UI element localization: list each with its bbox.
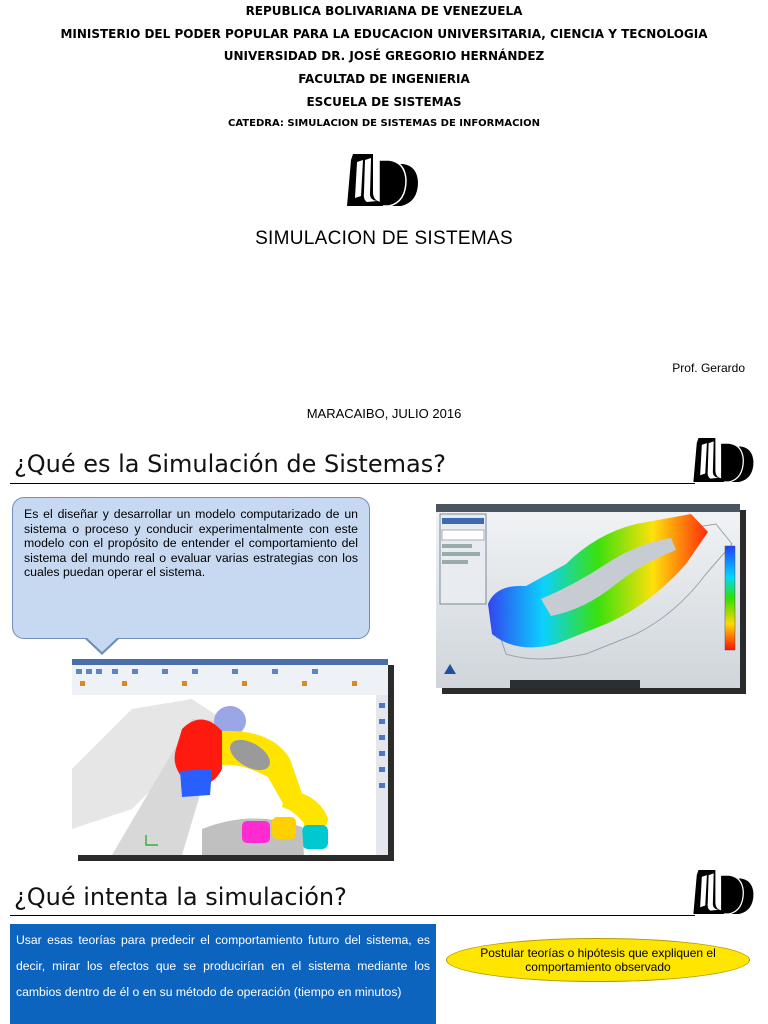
hypothesis-ellipse: [446, 938, 750, 982]
header-line-6: CATEDRA: SIMULACION DE SISTEMAS DE INFORMACION: [228, 118, 540, 129]
title-divider: [10, 915, 695, 916]
callout-tail: [86, 637, 118, 652]
header-line-4: FACULTAD DE INGENIERIA: [298, 72, 470, 86]
prediction-text: Usar esas teorías para predecir el comportamiento futuro del sistema, es decir, mirar los efectos que se producirían en el sistema mediante los cambios dentro de él o en su método de operación (tiempo en minutos): [16, 933, 430, 999]
fea-simulation-screenshot: [436, 504, 740, 688]
university-logo-icon: [690, 436, 756, 484]
definition-callout: [12, 497, 370, 639]
header-line-2: MINISTERIO DEL PODER POPULAR PARA LA EDUCACION UNIVERSITARIA, CIENCIA Y TECNOLOGIA: [60, 27, 708, 41]
slide-title: ¿Qué intenta la simulación?: [14, 883, 347, 911]
university-logo-icon: [690, 868, 756, 916]
slide-title: ¿Qué es la Simulación de Sistemas?: [14, 450, 446, 478]
hypothesis-text: Postular teorías o hipótesis que expliquen el comportamiento observado: [480, 946, 716, 974]
header-line-5: ESCUELA DE SISTEMAS: [306, 95, 462, 109]
prediction-text-box: [10, 924, 436, 1024]
header-line-3: UNIVERSIDAD DR. JOSÉ GREGORIO HERNÁNDEZ: [223, 49, 545, 63]
place-date: MARACAIBO, JULIO 2016: [306, 406, 462, 421]
university-logo-icon: [343, 152, 421, 208]
title-divider: [10, 483, 695, 484]
crash-dummy-simulation-screenshot: [72, 659, 388, 855]
document-title: SIMULACION DE SISTEMAS: [255, 228, 513, 249]
definition-text: Es el diseñar y desarrollar un modelo computarizado de un sistema o proceso y conducir experimentalmente con este modelo con el propósito de entender el comportamiento del sistema del mundo real o evaluar varias estrategias con los cuales puedan operar el sistema.: [24, 507, 358, 579]
professor-name: Prof. Gerardo: [672, 361, 745, 375]
header-line-1: REPUBLICA BOLIVARIANA DE VENEZUELA: [245, 4, 523, 18]
